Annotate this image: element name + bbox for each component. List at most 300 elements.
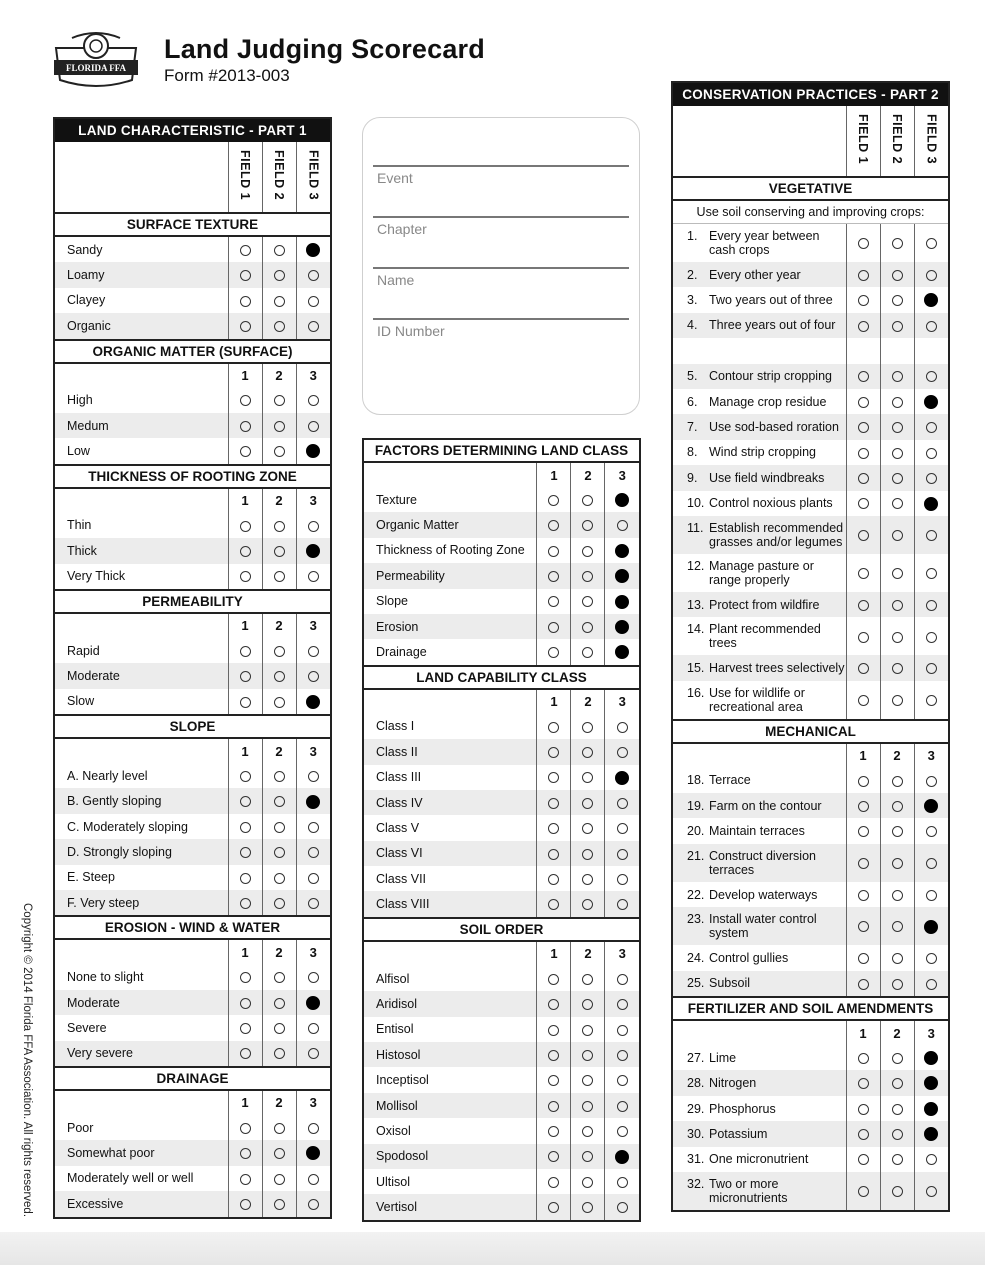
radio-button[interactable] — [617, 823, 628, 834]
radio-button[interactable] — [308, 898, 319, 909]
radio-button[interactable] — [274, 847, 285, 858]
radio-button[interactable] — [617, 1025, 628, 1036]
radio-button[interactable] — [308, 296, 319, 307]
radio-button[interactable] — [926, 776, 937, 787]
radio-button[interactable] — [926, 695, 937, 706]
radio-button[interactable] — [617, 1202, 628, 1213]
radio-button[interactable] — [306, 695, 320, 709]
radio-button[interactable] — [582, 747, 593, 758]
chapter-line — [373, 216, 629, 218]
radio-button[interactable] — [308, 873, 319, 884]
radio-button[interactable] — [548, 1151, 559, 1162]
option-text: C. Moderately sloping — [67, 819, 188, 834]
option-row — [673, 844, 948, 882]
field-2-cell — [262, 1191, 296, 1216]
radio-button[interactable] — [926, 826, 937, 837]
field-1-cell — [228, 865, 262, 890]
radio-button[interactable] — [240, 646, 251, 657]
radio-button[interactable] — [548, 520, 559, 531]
radio-button[interactable] — [858, 530, 869, 541]
radio-button[interactable] — [548, 1101, 559, 1112]
field-label: FIELD 2 — [890, 114, 904, 165]
option-text: None to slight — [67, 970, 144, 985]
radio-button[interactable] — [582, 1101, 593, 1112]
radio-button[interactable] — [548, 899, 559, 910]
radio-button[interactable] — [274, 521, 285, 532]
radio-button[interactable] — [892, 321, 903, 332]
radio-button[interactable] — [582, 1050, 593, 1061]
radio-button[interactable] — [274, 571, 285, 582]
option-row — [55, 388, 330, 413]
radio-button[interactable] — [306, 444, 320, 458]
radio-button[interactable] — [240, 998, 251, 1009]
radio-button[interactable] — [617, 1177, 628, 1188]
option-number: 3. — [687, 293, 698, 308]
radio-button[interactable] — [924, 799, 938, 813]
radio-button[interactable] — [582, 622, 593, 633]
radio-button[interactable] — [582, 874, 593, 885]
radio-button[interactable] — [308, 395, 319, 406]
option-text: Every other year — [709, 267, 801, 282]
radio-button[interactable] — [892, 530, 903, 541]
chapter-field[interactable]: Chapter — [377, 221, 427, 237]
field-1-cell — [846, 882, 880, 907]
radio-button[interactable] — [548, 546, 559, 557]
radio-button[interactable] — [240, 395, 251, 406]
field-1-cell — [846, 262, 880, 287]
radio-button[interactable] — [548, 1025, 559, 1036]
option-row — [673, 338, 948, 363]
radio-button[interactable] — [858, 663, 869, 674]
radio-button[interactable] — [240, 1023, 251, 1034]
radio-button[interactable] — [308, 1174, 319, 1185]
field-2-cell — [571, 614, 605, 639]
radio-button[interactable] — [308, 972, 319, 983]
option-text: Two or more micronutrients — [709, 1176, 788, 1205]
radio-button[interactable] — [926, 890, 937, 901]
radio-button[interactable] — [926, 530, 937, 541]
radio-button[interactable] — [582, 546, 593, 557]
radio-button[interactable] — [274, 972, 285, 983]
radio-button[interactable] — [858, 921, 869, 932]
radio-button[interactable] — [892, 1186, 903, 1197]
radio-button[interactable] — [240, 1148, 251, 1159]
radio-button[interactable] — [548, 1075, 559, 1086]
radio-button[interactable] — [615, 620, 629, 634]
option-row — [364, 1042, 639, 1067]
radio-button[interactable] — [308, 646, 319, 657]
radio-button[interactable] — [615, 544, 629, 558]
radio-button[interactable] — [615, 1150, 629, 1164]
event-field[interactable]: Event — [377, 170, 413, 186]
radio-button[interactable] — [858, 568, 869, 579]
radio-button[interactable] — [615, 771, 629, 785]
radio-button[interactable] — [240, 972, 251, 983]
radio-button[interactable] — [274, 1023, 285, 1034]
number-header-row — [55, 1090, 330, 1115]
radio-button[interactable] — [308, 1123, 319, 1134]
option-text: Develop waterways — [709, 887, 818, 902]
radio-button[interactable] — [274, 771, 285, 782]
radio-button[interactable] — [274, 446, 285, 457]
radio-button[interactable] — [582, 596, 593, 607]
field-1-cell — [228, 313, 262, 339]
radio-button[interactable] — [240, 321, 251, 332]
radio-button[interactable] — [858, 498, 869, 509]
radio-button[interactable] — [582, 772, 593, 783]
radio-button[interactable] — [615, 569, 629, 583]
radio-button[interactable] — [582, 1025, 593, 1036]
radio-button[interactable] — [306, 1146, 320, 1160]
radio-button[interactable] — [617, 1050, 628, 1061]
radio-button[interactable] — [892, 238, 903, 249]
radio-button[interactable] — [274, 546, 285, 557]
radio-button[interactable] — [617, 520, 628, 531]
radio-button[interactable] — [892, 858, 903, 869]
radio-button[interactable] — [926, 321, 937, 332]
radio-button[interactable] — [306, 795, 320, 809]
radio-button[interactable] — [274, 1174, 285, 1185]
radio-button[interactable] — [240, 1123, 251, 1134]
radio-button[interactable] — [240, 671, 251, 682]
radio-button[interactable] — [274, 822, 285, 833]
radio-button[interactable] — [548, 1050, 559, 1061]
radio-button[interactable] — [308, 771, 319, 782]
radio-button[interactable] — [926, 473, 937, 484]
radio-button[interactable] — [548, 596, 559, 607]
radio-button[interactable] — [892, 448, 903, 459]
field-3-number: 3 — [296, 738, 330, 763]
radio-button[interactable] — [926, 600, 937, 611]
radio-button[interactable] — [548, 823, 559, 834]
radio-button[interactable] — [617, 722, 628, 733]
radio-button[interactable] — [240, 446, 251, 457]
radio-button[interactable] — [858, 632, 869, 643]
radio-button[interactable] — [858, 238, 869, 249]
radio-button[interactable] — [240, 546, 251, 557]
radio-button[interactable] — [548, 999, 559, 1010]
field-2-cell — [262, 513, 296, 538]
radio-button[interactable] — [582, 798, 593, 809]
radio-button[interactable] — [274, 646, 285, 657]
radio-button[interactable] — [274, 1123, 285, 1134]
option-row — [673, 262, 948, 287]
field-2-cell — [880, 818, 914, 843]
radio-button[interactable] — [858, 979, 869, 990]
radio-button[interactable] — [926, 663, 937, 674]
field-3-cell — [605, 1093, 639, 1118]
radio-button[interactable] — [308, 1199, 319, 1210]
radio-button[interactable] — [308, 521, 319, 532]
field-3-number: 3 — [296, 488, 330, 513]
radio-button[interactable] — [306, 996, 320, 1010]
radio-button[interactable] — [858, 295, 869, 306]
radio-button[interactable] — [274, 671, 285, 682]
radio-button[interactable] — [926, 632, 937, 643]
option-number: 21. — [687, 848, 705, 863]
radio-button[interactable] — [274, 245, 285, 256]
radio-button[interactable] — [926, 979, 937, 990]
option-row — [55, 513, 330, 538]
radio-button[interactable] — [892, 600, 903, 611]
radio-button[interactable] — [858, 371, 869, 382]
radio-button[interactable] — [308, 671, 319, 682]
subheading-row — [673, 200, 948, 224]
radio-button[interactable] — [548, 495, 559, 506]
radio-button[interactable] — [892, 890, 903, 901]
option-row — [673, 945, 948, 970]
radio-button[interactable] — [617, 849, 628, 860]
radio-button[interactable] — [274, 1048, 285, 1059]
option-label — [55, 1041, 228, 1067]
radio-button[interactable] — [308, 1048, 319, 1059]
radio-button[interactable] — [858, 321, 869, 332]
radio-button[interactable] — [548, 647, 559, 658]
radio-button[interactable] — [858, 776, 869, 787]
radio-button[interactable] — [240, 771, 251, 782]
radio-button[interactable] — [274, 321, 285, 332]
radio-button[interactable] — [924, 395, 938, 409]
radio-button[interactable] — [617, 974, 628, 985]
option-label — [55, 564, 228, 590]
radio-button[interactable] — [892, 801, 903, 812]
radio-button[interactable] — [617, 1075, 628, 1086]
radio-button[interactable] — [892, 695, 903, 706]
radio-button[interactable] — [924, 1102, 938, 1116]
radio-button[interactable] — [892, 921, 903, 932]
radio-button[interactable] — [240, 571, 251, 582]
radio-button[interactable] — [617, 874, 628, 885]
radio-button[interactable] — [240, 270, 251, 281]
radio-button[interactable] — [274, 395, 285, 406]
field-2-cell — [880, 1096, 914, 1121]
section-title: EROSION - WIND & WATER — [55, 916, 330, 939]
id-number-field[interactable]: ID Number — [377, 323, 445, 339]
radio-button[interactable] — [858, 270, 869, 281]
radio-button[interactable] — [615, 645, 629, 659]
radio-button[interactable] — [617, 999, 628, 1010]
radio-button[interactable] — [858, 1104, 869, 1115]
radio-button[interactable] — [858, 600, 869, 611]
radio-button[interactable] — [924, 1051, 938, 1065]
radio-button[interactable] — [582, 495, 593, 506]
radio-button[interactable] — [926, 270, 937, 281]
field-3-cell — [914, 681, 948, 720]
radio-button[interactable] — [240, 1048, 251, 1059]
option-label — [673, 617, 846, 655]
radio-button[interactable] — [582, 849, 593, 860]
radio-button[interactable] — [858, 1129, 869, 1140]
radio-button[interactable] — [858, 1154, 869, 1165]
radio-button[interactable] — [240, 1174, 251, 1185]
radio-button[interactable] — [924, 920, 938, 934]
radio-button[interactable] — [858, 953, 869, 964]
radio-button[interactable] — [926, 1154, 937, 1165]
radio-button[interactable] — [924, 497, 938, 511]
radio-button[interactable] — [617, 1101, 628, 1112]
radio-button[interactable] — [274, 270, 285, 281]
radio-button[interactable] — [274, 421, 285, 432]
radio-button[interactable] — [926, 858, 937, 869]
option-text: Install water control system — [709, 912, 817, 941]
radio-button[interactable] — [548, 1202, 559, 1213]
radio-button[interactable] — [308, 421, 319, 432]
radio-button[interactable] — [892, 1053, 903, 1064]
radio-button[interactable] — [548, 571, 559, 582]
radio-button[interactable] — [582, 1126, 593, 1137]
radio-button[interactable] — [548, 874, 559, 885]
field-2-number: 2 — [262, 738, 296, 763]
radio-button[interactable] — [240, 245, 251, 256]
radio-button[interactable] — [858, 801, 869, 812]
radio-button[interactable] — [892, 1078, 903, 1089]
radio-button[interactable] — [858, 1078, 869, 1089]
field-2-cell — [571, 891, 605, 917]
name-field[interactable]: Name — [377, 272, 415, 288]
radio-button[interactable] — [926, 568, 937, 579]
radio-button[interactable] — [892, 1154, 903, 1165]
radio-button[interactable] — [274, 1148, 285, 1159]
radio-button[interactable] — [858, 448, 869, 459]
radio-button[interactable] — [240, 1199, 251, 1210]
radio-button[interactable] — [582, 999, 593, 1010]
radio-button[interactable] — [926, 448, 937, 459]
radio-button[interactable] — [892, 473, 903, 484]
radio-button[interactable] — [892, 498, 903, 509]
radio-button[interactable] — [240, 847, 251, 858]
radio-button[interactable] — [582, 1075, 593, 1086]
radio-button[interactable] — [306, 243, 320, 257]
radio-button[interactable] — [892, 371, 903, 382]
option-label — [673, 655, 846, 680]
radio-button[interactable] — [582, 1202, 593, 1213]
radio-button[interactable] — [617, 899, 628, 910]
radio-button[interactable] — [240, 873, 251, 884]
radio-button[interactable] — [582, 1177, 593, 1188]
radio-button[interactable] — [274, 796, 285, 807]
radio-button[interactable] — [858, 695, 869, 706]
header-blank — [364, 462, 537, 487]
radio-button[interactable] — [240, 697, 251, 708]
radio-button[interactable] — [892, 295, 903, 306]
field-2-cell — [262, 763, 296, 788]
field-2-cell — [262, 438, 296, 464]
radio-button[interactable] — [274, 998, 285, 1009]
option-label — [364, 563, 537, 588]
radio-button[interactable] — [858, 473, 869, 484]
option-row — [55, 663, 330, 688]
radio-button[interactable] — [548, 974, 559, 985]
land-characteristic-table — [55, 142, 330, 1217]
radio-button[interactable] — [308, 321, 319, 332]
radio-button[interactable] — [240, 822, 251, 833]
radio-button[interactable] — [548, 722, 559, 733]
radio-button[interactable] — [582, 647, 593, 658]
radio-button[interactable] — [924, 1076, 938, 1090]
radio-button[interactable] — [274, 697, 285, 708]
radio-button[interactable] — [858, 422, 869, 433]
radio-button[interactable] — [892, 1104, 903, 1115]
radio-button[interactable] — [274, 898, 285, 909]
radio-button[interactable] — [892, 776, 903, 787]
radio-button[interactable] — [858, 890, 869, 901]
radio-button[interactable] — [582, 520, 593, 531]
radio-button[interactable] — [858, 1186, 869, 1197]
radio-button[interactable] — [858, 397, 869, 408]
radio-button[interactable] — [306, 544, 320, 558]
radio-button[interactable] — [926, 1186, 937, 1197]
radio-button[interactable] — [240, 521, 251, 532]
radio-button[interactable] — [858, 858, 869, 869]
radio-button[interactable] — [274, 1199, 285, 1210]
radio-button[interactable] — [582, 823, 593, 834]
radio-button[interactable] — [892, 422, 903, 433]
radio-button[interactable] — [548, 1177, 559, 1188]
radio-button[interactable] — [308, 847, 319, 858]
radio-button[interactable] — [892, 632, 903, 643]
radio-button[interactable] — [548, 798, 559, 809]
radio-button[interactable] — [274, 873, 285, 884]
radio-button[interactable] — [308, 822, 319, 833]
field-2-number: 2 — [880, 1020, 914, 1045]
radio-button[interactable] — [582, 1151, 593, 1162]
radio-button[interactable] — [926, 371, 937, 382]
radio-button[interactable] — [548, 1126, 559, 1137]
radio-button[interactable] — [548, 772, 559, 783]
radio-button[interactable] — [582, 899, 593, 910]
radio-button[interactable] — [926, 238, 937, 249]
radio-button[interactable] — [892, 953, 903, 964]
radio-button[interactable] — [892, 663, 903, 674]
radio-button[interactable] — [926, 953, 937, 964]
radio-button[interactable] — [924, 293, 938, 307]
radio-button[interactable] — [615, 493, 629, 507]
radio-button[interactable] — [582, 974, 593, 985]
option-row — [673, 882, 948, 907]
radio-button[interactable] — [892, 397, 903, 408]
option-label — [55, 1115, 228, 1140]
radio-button[interactable] — [240, 898, 251, 909]
radio-button[interactable] — [892, 568, 903, 579]
radio-button[interactable] — [308, 1023, 319, 1034]
radio-button[interactable] — [308, 270, 319, 281]
radio-button[interactable] — [892, 826, 903, 837]
radio-button[interactable] — [582, 722, 593, 733]
radio-button[interactable] — [617, 747, 628, 758]
radio-button[interactable] — [548, 747, 559, 758]
field-3-cell — [914, 1070, 948, 1095]
radio-button[interactable] — [892, 270, 903, 281]
radio-button[interactable] — [892, 1129, 903, 1140]
field-2-cell — [262, 865, 296, 890]
radio-button[interactable] — [548, 622, 559, 633]
radio-button[interactable] — [892, 979, 903, 990]
radio-button[interactable] — [615, 595, 629, 609]
radio-button[interactable] — [858, 1053, 869, 1064]
radio-button[interactable] — [240, 796, 251, 807]
radio-button[interactable] — [548, 849, 559, 860]
radio-button[interactable] — [858, 826, 869, 837]
radio-button[interactable] — [274, 296, 285, 307]
radio-button[interactable] — [240, 421, 251, 432]
radio-button[interactable] — [308, 571, 319, 582]
radio-button[interactable] — [240, 296, 251, 307]
radio-button[interactable] — [924, 1127, 938, 1141]
radio-button[interactable] — [617, 1126, 628, 1137]
radio-button[interactable] — [582, 571, 593, 582]
radio-button[interactable] — [926, 422, 937, 433]
radio-button[interactable] — [617, 798, 628, 809]
